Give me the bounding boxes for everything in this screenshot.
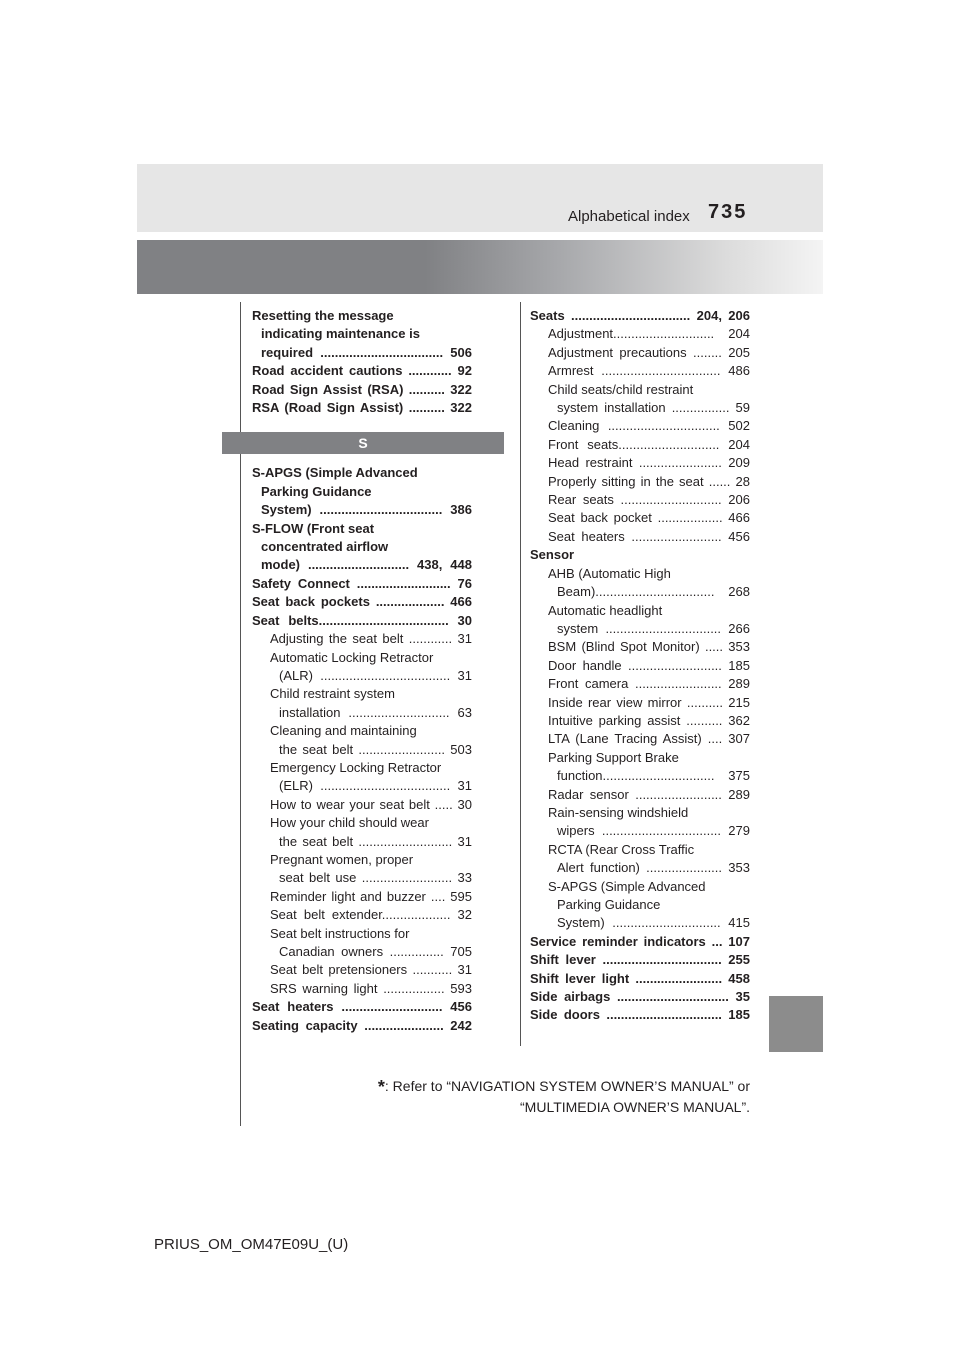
index-entry [252, 961, 472, 979]
index-entry [530, 454, 750, 472]
index-entry [252, 851, 472, 888]
index-entry [530, 1006, 750, 1024]
index-entry-line: S-FLOW (Front seat [252, 520, 375, 536]
side-thumb-tab [769, 996, 823, 1052]
index-entry-line: Seat heaters ......................... 456 [548, 528, 750, 544]
index-entry-line: Head restraint ....................... 209 [548, 455, 750, 471]
index-entry [252, 630, 472, 648]
index-entry-line: Front camera ........................ 289 [548, 676, 750, 692]
index-entry-line: Child seats/child restraint [548, 381, 694, 397]
index-entry-line: Parking Guidance [261, 483, 372, 499]
index-entries-s-continued [530, 307, 750, 1025]
index-entry-line: LTA (Lane Tracing Assist) .... 307 [548, 731, 750, 747]
index-entry [530, 307, 750, 325]
index-entry-line: concentrated airflow [261, 539, 389, 555]
index-entry-line: Seat belt pretensioners ........... 31 [270, 962, 472, 978]
index-entry-line: Beam)................................. 268 [557, 584, 750, 600]
index-entry-line: Rain-sensing windshield [548, 804, 689, 820]
index-entry-line: Emergency Locking Retractor [270, 759, 442, 775]
index-entry [252, 381, 472, 399]
index-column-left [252, 307, 472, 1035]
index-entry-line: Alert function) ..................... 353 [557, 860, 750, 876]
index-entry-line: Radar sensor ........................ 289 [548, 786, 750, 802]
index-entry [530, 841, 750, 878]
index-entry [530, 988, 750, 1006]
index-entry-line: Side doors ................................ 185 [530, 1007, 750, 1023]
index-entry [252, 906, 472, 924]
index-entry-line: installation ............................ 63 [279, 704, 472, 720]
index-entry [252, 399, 472, 417]
index-entry [530, 491, 750, 509]
index-entry-line: Seat belt extender................... 32 [270, 907, 472, 923]
footnote-line-1 [300, 1076, 750, 1097]
index-entry-line: BSM (Blind Spot Monitor) ..... 353 [548, 639, 750, 655]
index-entry-line: How your child should wear [270, 815, 429, 831]
index-column-right [530, 307, 750, 1025]
index-entry-line: Seat back pockets ................... 466 [252, 594, 472, 610]
index-entry-line: System) .................................. 386 [261, 502, 472, 518]
section-letter-header: S [222, 432, 504, 454]
index-entry-line: (ALR) .................................... 31 [279, 667, 472, 683]
index-entry [252, 575, 472, 593]
index-entry-line: Seating capacity ...................... 242 [252, 1017, 472, 1033]
index-entry-line: (ELR) .................................... 31 [279, 778, 472, 794]
index-entry-line: system installation ................ 59 [557, 400, 750, 416]
footnote-marker: * [377, 1077, 385, 1097]
index-entry-line: Seat belt instructions for [270, 925, 410, 941]
index-entry [530, 565, 750, 602]
index-entry [252, 814, 472, 851]
index-entry-line: Door handle .......................... 185 [548, 657, 750, 673]
index-entry-line: Adjusting the seat belt ............ 31 [270, 631, 472, 647]
index-entry-line: Intuitive parking assist .......... 362 [548, 712, 750, 728]
index-entry-line: Road Sign Assist (RSA) .......... 322 [252, 381, 472, 397]
index-entry [530, 804, 750, 841]
index-entry [530, 362, 750, 380]
index-entry-line: mode) ............................ 438, 448 [261, 557, 472, 573]
index-entry-line: Shift lever light ........................ 458 [530, 970, 750, 986]
index-entry-line: Road accident cautions ............ 92 [252, 363, 472, 379]
footnote [300, 1076, 750, 1117]
index-entry-line: Reminder light and buzzer .... 595 [270, 888, 472, 904]
index-entry [530, 951, 750, 969]
index-entry-line: Front seats............................ 204 [548, 436, 750, 452]
index-entry-line: function............................... 375 [557, 768, 750, 784]
index-entry [252, 593, 472, 611]
index-entry [530, 694, 750, 712]
document-code: PRIUS_OM_OM47E09U_(U) [154, 1236, 349, 1253]
index-entry [252, 759, 472, 796]
index-entry [252, 464, 472, 519]
index-entry [530, 675, 750, 693]
index-entry-line: System) .............................. 415 [557, 915, 750, 931]
index-entry-line: system ................................ 266 [557, 620, 750, 636]
index-entry-line: seat belt use ......................... 33 [279, 870, 472, 886]
index-entry-line: Seats ................................. 204, 206 [530, 308, 750, 323]
left-column-rule [240, 302, 241, 1126]
index-entry [530, 933, 750, 951]
index-entry-line: Side airbags ............................... 35 [530, 989, 750, 1005]
index-entry-line: Seat belts.................................... 30 [252, 612, 472, 628]
index-entry-line: Seat back pocket .................. 466 [548, 510, 750, 526]
index-entry-line: Child restraint system [270, 686, 395, 702]
index-entry-line: How to wear your seat belt ..... 30 [270, 796, 472, 812]
index-entry [530, 546, 750, 564]
index-entry-line: SRS warning light ................. 593 [270, 980, 472, 996]
index-entries-s [252, 464, 472, 1035]
index-entry-line: Parking Support Brake [548, 749, 679, 765]
index-entry [530, 381, 750, 418]
index-entries-r [252, 307, 472, 417]
index-entry [252, 612, 472, 630]
index-entry [530, 528, 750, 546]
index-entry [530, 602, 750, 639]
index-entry [530, 417, 750, 435]
index-entry-line: Resetting the message [252, 308, 394, 323]
index-entry-line: wipers ................................. 279 [557, 823, 750, 839]
middle-column-rule [520, 302, 521, 1046]
index-entry-line: Cleaning ............................... 502 [548, 418, 750, 434]
index-entry [252, 1017, 472, 1035]
index-entry [530, 638, 750, 656]
index-entry-line: the seat belt ........................ 503 [279, 741, 472, 757]
index-entry-line: S-APGS (Simple Advanced [548, 878, 706, 894]
index-entry-line: Pregnant women, proper [270, 851, 414, 867]
index-entry-line: Seat heaters ............................ 456 [252, 999, 472, 1015]
footnote-line-2: “MULTIMEDIA OWNER’S MANUAL”. [520, 1099, 750, 1115]
index-entry [252, 888, 472, 906]
index-entry-line: Adjustment............................ 204 [548, 326, 750, 342]
index-entry-line: Canadian owners ............... 705 [279, 944, 472, 959]
index-entry [530, 730, 750, 748]
index-entry-line: Inside rear view mirror .......... 215 [548, 694, 750, 710]
index-entry [530, 344, 750, 362]
index-entry-line: Sensor [530, 547, 575, 563]
index-entry-line: Service reminder indicators ... 107 [530, 933, 750, 949]
index-entry-line: the seat belt .......................... 31 [279, 833, 472, 849]
index-entry-line: Safety Connect .......................... 76 [252, 575, 472, 591]
index-entry-line: required .................................. 506 [261, 344, 472, 360]
footnote-text-1: : Refer to “NAVIGATION SYSTEM OWNER’S MANUAL” or [384, 1078, 750, 1094]
page-number: 735 [708, 201, 748, 223]
index-entry [252, 722, 472, 759]
index-entry-line: Automatic Locking Retractor [270, 649, 434, 665]
index-entry [530, 325, 750, 343]
index-entry-line: RSA (Road Sign Assist) .......... 322 [252, 400, 472, 416]
index-entry [252, 685, 472, 722]
index-entry [530, 509, 750, 527]
index-entry-line: Adjustment precautions ........ 205 [548, 344, 750, 360]
index-entry [530, 436, 750, 454]
index-entry-line: Automatic headlight [548, 602, 663, 618]
index-entry-line: Cleaning and maintaining [270, 723, 417, 739]
page-header-title: Alphabetical index [568, 208, 690, 225]
index-entry [252, 980, 472, 998]
index-entry-line: Parking Guidance [557, 897, 661, 912]
index-entry [530, 749, 750, 786]
index-entry [252, 796, 472, 814]
decorative-gradient-bar [137, 240, 823, 294]
index-entry [530, 878, 750, 933]
index-entry-line: Rear seats ............................ 206 [548, 492, 750, 508]
index-entry [530, 712, 750, 730]
index-entry-line: AHB (Automatic High [548, 565, 671, 581]
index-entry [530, 473, 750, 491]
index-entry [252, 520, 472, 575]
index-entry-line: Armrest ................................. 486 [548, 363, 750, 379]
index-entry [530, 657, 750, 675]
index-entry [530, 786, 750, 804]
index-entry-line: RCTA (Rear Cross Traffic [548, 841, 695, 857]
index-entry-line: Shift lever ................................. 255 [530, 952, 750, 968]
index-entry [252, 362, 472, 380]
index-entry-line: Properly sitting in the seat ...... 28 [548, 473, 750, 489]
index-entry [252, 307, 472, 362]
index-entry-line: S-APGS (Simple Advanced [252, 465, 418, 481]
index-entry [530, 970, 750, 988]
index-entry [252, 925, 472, 962]
index-entry [252, 649, 472, 686]
index-entry [252, 998, 472, 1016]
index-entry-line: indicating maintenance is [261, 326, 420, 342]
